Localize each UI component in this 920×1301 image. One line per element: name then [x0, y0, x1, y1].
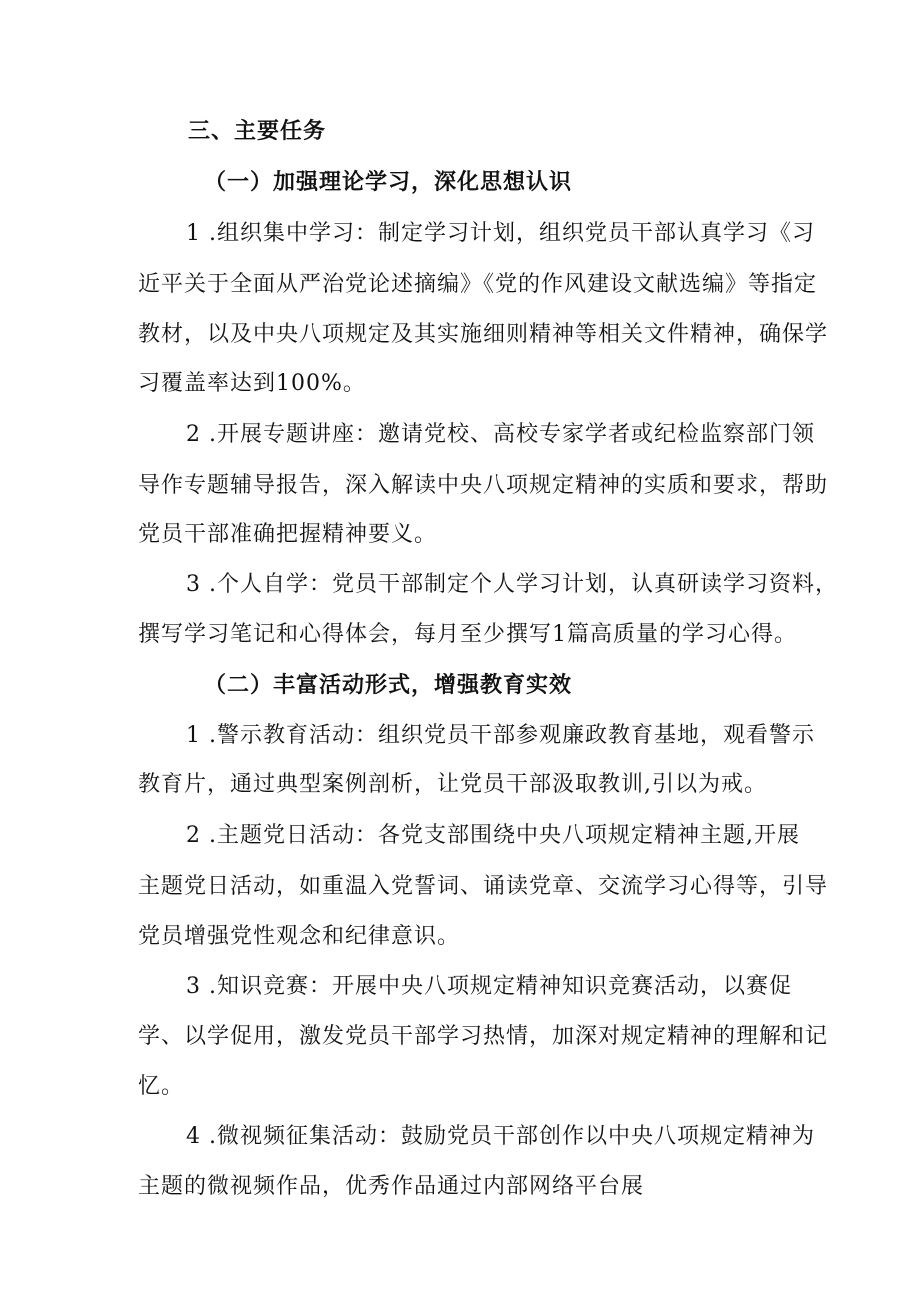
paragraph-line: 党员增强党性观念和纪律意识。 [138, 924, 461, 949]
paragraph-line: 党员干部准确把握精神要义。 [138, 522, 438, 547]
paragraph-line: 学、以学促用，激发党员干部学习热情，加深对规定精神的理解和记 [138, 1024, 829, 1049]
subsection-heading-2: （二）丰富活动形式，增强教育实效 [204, 673, 573, 698]
section-heading: 三、主要任务 [188, 119, 327, 144]
paragraph-line: 3 .个人自学：党员干部制定个人学习计划，认真研读学习资料， [186, 572, 838, 597]
paragraph-line: 导作专题辅导报告，深入解读中央八项规定精神的实质和要求，帮助 [138, 473, 829, 498]
paragraph-line: 2 .开展专题讲座：邀请党校、高校专家学者或纪检监察部门领 [186, 422, 815, 447]
paragraph-line: 忆。 [138, 1074, 185, 1099]
paragraph-line: 4 .微视频征集活动：鼓励党员干部创作以中央八项规定精神为 [186, 1124, 815, 1149]
paragraph-line: 主题党日活动，如重温入党誓词、诵读党章、交流学习心得等，引导 [138, 874, 829, 899]
paragraph-line: 习覆盖率达到100%。 [138, 371, 366, 396]
paragraph-line: 撰写学习笔记和心得体会，每月至少撰写1篇高质量的学习心得。 [138, 622, 797, 647]
paragraph-line: 主题的微视频作品，优秀作品通过内部网络平台展 [138, 1174, 645, 1199]
paragraph-line: 3 .知识竞赛：开展中央八项规定精神知识竞赛活动，以赛促 [186, 974, 792, 999]
paragraph-line: 1 .警示教育活动：组织党员干部参观廉政教育基地，观看警示 [186, 723, 815, 748]
paragraph-line: 1 .组织集中学习：制定学习计划，组织党员干部认真学习《习 [186, 221, 815, 246]
paragraph-line: 2 .主题党日活动：各党支部围绕中央八项规定精神主题,开展 [186, 823, 800, 848]
paragraph-line: 教材，以及中央八项规定及其实施细则精神等相关文件精神，确保学 [138, 322, 829, 347]
subsection-heading-1: （一）加强理论学习，深化思想认识 [204, 170, 573, 195]
paragraph-line: 教育片，通过典型案例剖析，让党员干部汲取教训,引以为戒。 [138, 772, 767, 797]
paragraph-line: 近平关于全面从严治党论述摘编》《党的作风建设文献选编》等指定 [138, 272, 818, 297]
